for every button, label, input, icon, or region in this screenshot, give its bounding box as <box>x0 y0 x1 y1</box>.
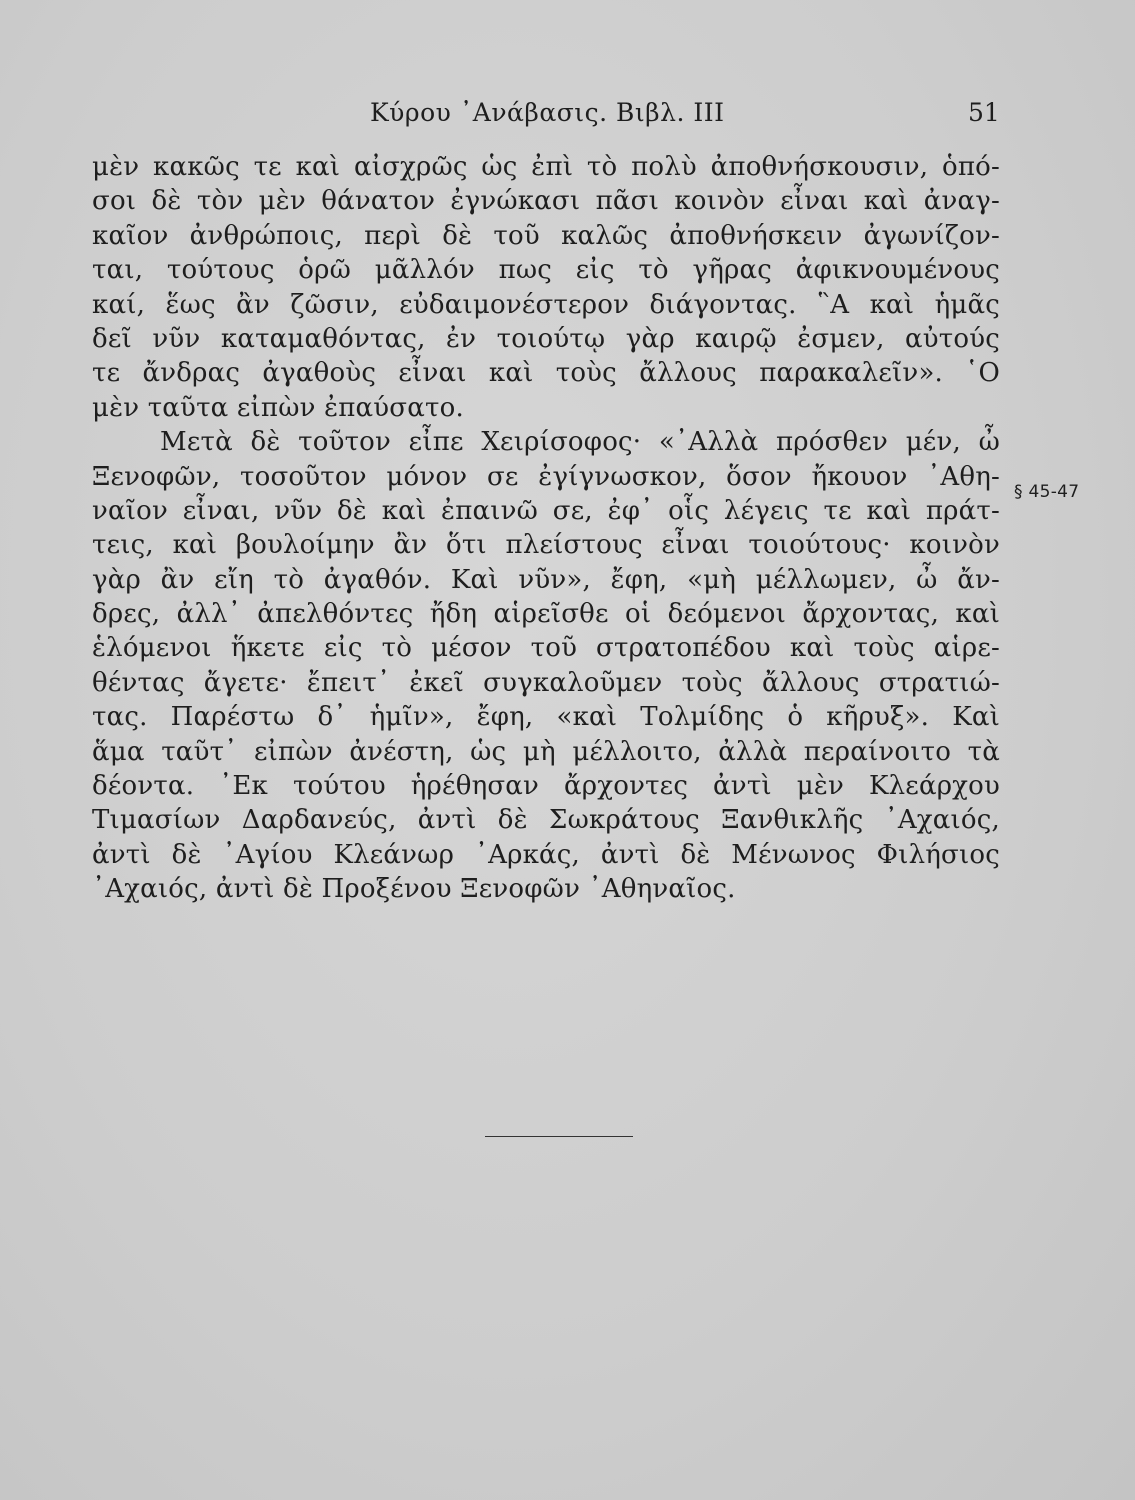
text-line: γὰρ ἂν εἴη τὸ ἀγαθόν. Καὶ νῦν», ἔφη, «μὴ μέλλωμεν, ὦ ἄν- <box>92 564 1000 595</box>
text-line: τας. Παρέστω δ᾿ ἡμῖν», ἔφη, «καὶ Τολμίδης ὁ κῆρυξ». Καὶ <box>92 702 1000 733</box>
section-margin-note: § 45-47 <box>1014 482 1080 502</box>
text-line: μὲν κακῶς τε καὶ αἰσχρῶς ὡς ἐπὶ τὸ πολὺ ἀποθνήσκουσιν, ὁπό- <box>92 152 1000 182</box>
running-title: Κύρου ᾿Ανάβασις. Βιβλ. III <box>370 98 725 127</box>
text-line: ναῖον εἶναι, νῦν δὲ καὶ ἐπαινῶ σε, ἐφ᾿ οἷς λέγεις τε καὶ πράτ- <box>92 495 1000 526</box>
text-line: δεῖ νῦν καταμαθόντας, ἐν τοιούτῳ γὰρ καιρῷ ἐσμεν, αὐτούς <box>92 323 1000 354</box>
text-line: καί, ἕως ἂν ζῶσιν, εὐδαιμονέστερον διάγοντας. ῝Α καὶ ἡμᾶς <box>92 289 1000 320</box>
section-end-rule <box>485 1136 633 1137</box>
body-text <box>92 150 1000 907</box>
paragraph-1 <box>92 150 1000 425</box>
text-line: ᾿Αχαιός, ἀντὶ δὲ Προξένου Ξενοφῶν ᾿Αθηναῖος. <box>92 874 736 905</box>
text-line: ἅμα ταῦτ᾿ εἰπὼν ἀνέστη, ὡς μὴ μέλλοιτο, ἀλλὰ περαίνοιτο τὰ <box>92 736 1000 767</box>
text-line: μὲν ταῦτα εἰπὼν ἐπαύσατο. <box>92 392 464 423</box>
text-line: καῖον ἀνθρώποις, περὶ δὲ τοῦ καλῶς ἀποθνήσκειν ἀγωνίζον- <box>92 220 1000 251</box>
text-line: θέντας ἄγετε· ἔπειτ᾿ ἐκεῖ συγκαλοῦμεν τοὺς ἄλλους στρατιώ- <box>92 667 1000 698</box>
text-line: δρες, ἀλλ᾿ ἀπελθόντες ἤδη αἱρεῖσθε οἱ δεόμενοι ἄρχοντας, καὶ <box>92 599 1000 630</box>
text-line: τε ἄνδρας ἀγαθοὺς εἶναι καὶ τοὺς ἄλλους παρακαλεῖν». ῾Ο <box>92 358 1000 389</box>
text-line: ἀντὶ δὲ ᾿Αγίου Κλεάνωρ ᾿Αρκάς, ἀντὶ δὲ Μένωνος Φιλήσιος <box>92 839 1000 870</box>
page-number: 51 <box>968 98 1000 127</box>
text-line: Μετὰ δὲ τοῦτον εἶπε Χειρίσοφος· «᾿Αλλὰ πρόσθεν μέν, ὦ <box>160 427 1000 458</box>
running-head <box>0 98 1135 134</box>
paragraph-2 <box>92 425 1000 906</box>
text-line: σοι δὲ τὸν μὲν θάνατον ἐγνώκασι πᾶσι κοινὸν εἶναι καὶ ἀναγ- <box>92 186 1000 217</box>
text-line: Τιμασίων Δαρδανεύς, ἀντὶ δὲ Σωκράτους Ξανθικλῆς ᾿Αχαιός, <box>92 805 1000 836</box>
text-line: ἑλόμενοι ἥκετε εἰς τὸ μέσον τοῦ στρατοπέδου καὶ τοὺς αἱρε- <box>92 633 1000 664</box>
text-line: ται, τούτους ὁρῶ μᾶλλόν πως εἰς τὸ γῆρας ἀφικνουμένους <box>92 255 1000 286</box>
text-line: δέοντα. ᾿Εκ τούτου ἡρέθησαν ἄρχοντες ἀντὶ μὲν Κλεάρχου <box>92 771 1000 802</box>
text-line: τεις, καὶ βουλοίμην ἂν ὅτι πλείστους εἶναι τοιούτους· κοινὸν <box>92 530 1000 561</box>
text-line: Ξενοφῶν, τοσοῦτον μόνον σε ἐγίγνωσκον, ὅσον ἤκουον ᾿Αθη- <box>92 461 1000 492</box>
